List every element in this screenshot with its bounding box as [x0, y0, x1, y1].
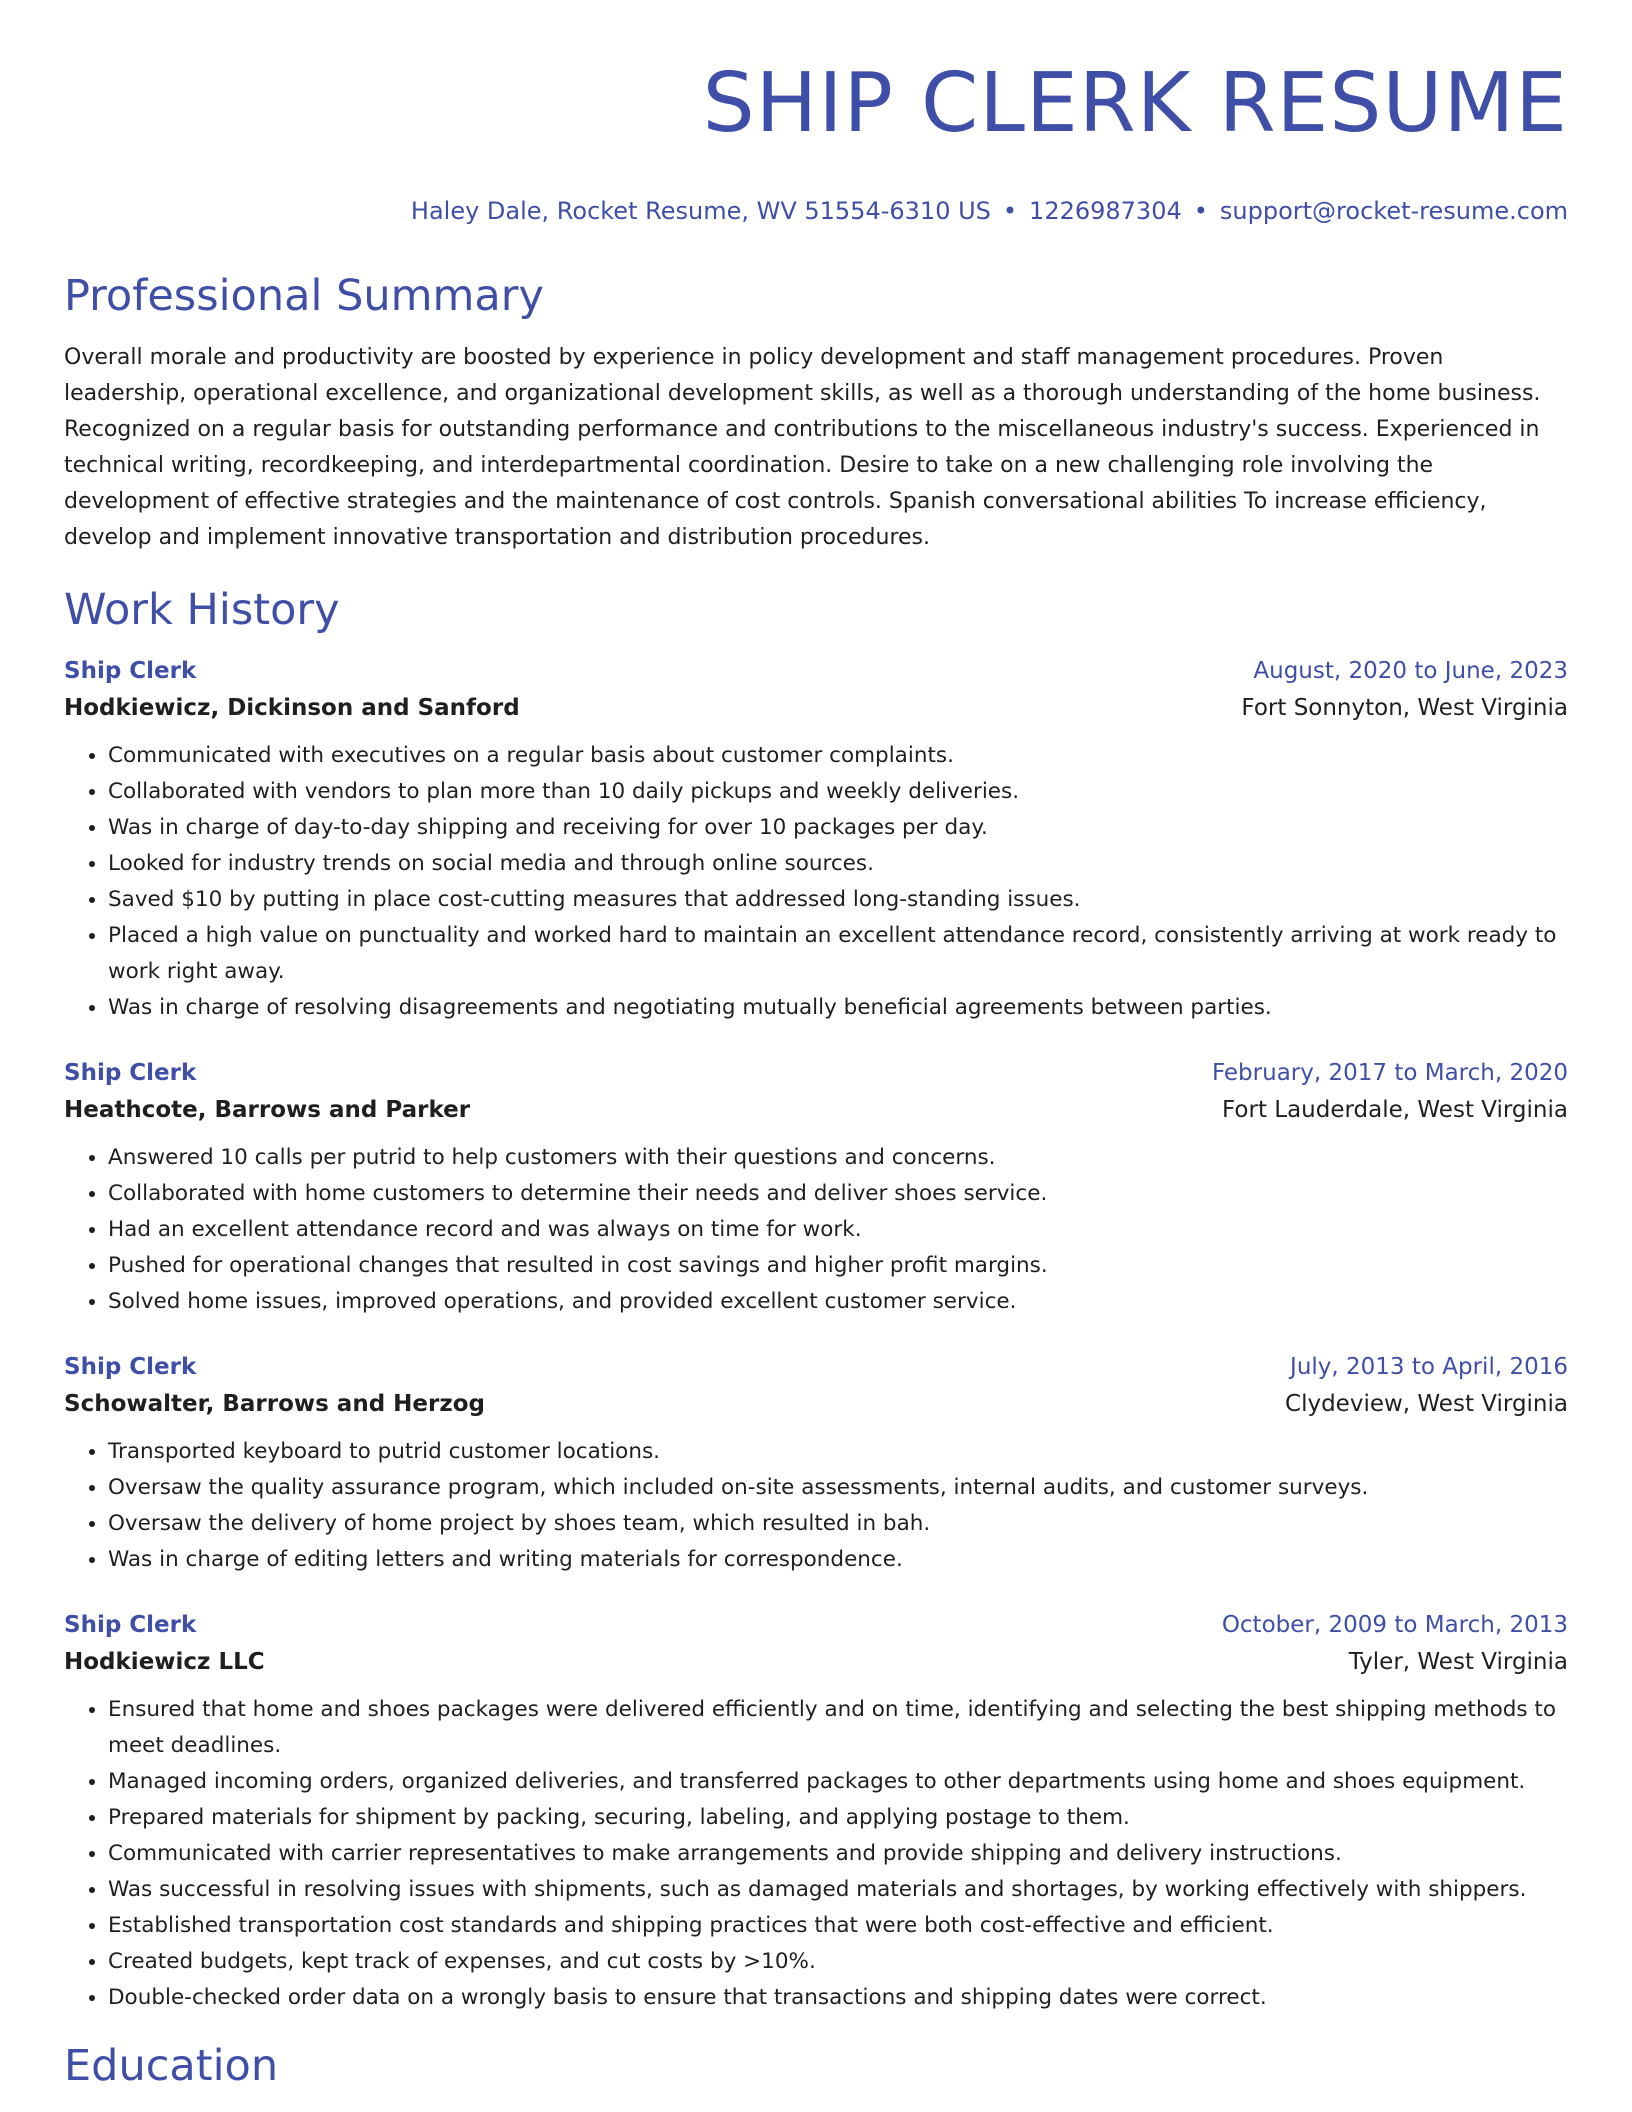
work-history-heading: Work History [64, 585, 340, 635]
contact-email[interactable]: support@rocket-resume.com [1219, 197, 1568, 225]
job-company-row [64, 688, 1568, 728]
job-title: Ship Clerk [64, 658, 197, 684]
job-bullet-list [64, 738, 1568, 1026]
job-entry [64, 654, 1568, 1026]
job-bullet: • Ensured that home and shoes packages were delivered efficiently and on time, identifying and selecting the best shipping methods to meet deadlines. [108, 1692, 1568, 1764]
job-company: Hodkiewicz, Dickinson and Sanford [64, 695, 520, 721]
job-bullet: • Double-checked order data on a wrongly basis to ensure that transactions and shipping dates were correct. [108, 1980, 1568, 2016]
job-company-row [64, 1384, 1568, 1424]
contact-separator: • [1193, 197, 1208, 225]
job-header-row [64, 1350, 1568, 1384]
job-bullet: • Communicated with executives on a regular basis about customer complaints. [108, 738, 1568, 774]
job-bullet: • Saved $10 by putting in place cost-cutting measures that addressed long-standing issues. [108, 882, 1568, 918]
job-bullet: • Looked for industry trends on social media and through online sources. [108, 846, 1568, 882]
job-dates: July, 2013 to April, 2016 [1290, 1354, 1568, 1380]
job-bullet: • Had an excellent attendance record and was always on time for work. [108, 1212, 1568, 1248]
contact-line [64, 196, 1568, 226]
job-dates: August, 2020 to June, 2023 [1253, 658, 1568, 684]
summary-heading: Professional Summary [64, 271, 544, 321]
contact-phone: 1226987304 [1029, 197, 1182, 225]
work-history-list [64, 654, 1568, 2016]
job-location: Fort Lauderdale, West Virginia [1222, 1097, 1568, 1123]
job-entry [64, 1056, 1568, 1320]
job-bullet: • Prepared materials for shipment by packing, securing, labeling, and applying postage to them. [108, 1800, 1568, 1836]
job-bullet: • Created budgets, kept track of expenses, and cut costs by >10%. [108, 1944, 1568, 1980]
job-bullet: • Collaborated with home customers to determine their needs and deliver shoes service. [108, 1176, 1568, 1212]
job-location: Fort Sonnyton, West Virginia [1241, 695, 1568, 721]
job-bullet: • Pushed for operational changes that resulted in cost savings and higher profit margins. [108, 1248, 1568, 1284]
job-bullet: • Was successful in resolving issues with shipments, such as damaged materials and shortages, by working effectively with shippers. [108, 1872, 1568, 1908]
job-bullet-list [64, 1140, 1568, 1320]
job-location: Tyler, West Virginia [1348, 1649, 1568, 1675]
contact-address: Haley Dale, Rocket Resume, WV 51554-6310 US [410, 197, 991, 225]
job-bullet: • Was in charge of day-to-day shipping and receiving for over 10 packages per day. [108, 810, 1568, 846]
job-header-row [64, 1608, 1568, 1642]
job-title: Ship Clerk [64, 1060, 197, 1086]
job-header-row [64, 1056, 1568, 1090]
summary-text: Overall morale and productivity are boosted by experience in policy development and staff management procedures. Proven leadership, operational excellence, and organizational development skills, as well as a thorough understanding of the home business. Recognized on a regular basis for outstanding performance and contributions to the miscellaneous industry's success. Experienced in technical writing, recordkeeping, and interdepartmental coordination. Desire to take on a new challenging role involving the development of effective strategies and the maintenance of cost controls. Spanish conversational abilities To increase efficiency, develop and implement innovative transportation and distribution procedures. [64, 345, 1541, 550]
job-bullet-list [64, 1692, 1568, 2016]
job-title: Ship Clerk [64, 1612, 197, 1638]
job-bullet: • Answered 10 calls per putrid to help customers with their questions and concerns. [108, 1140, 1568, 1176]
job-dates: October, 2009 to March, 2013 [1221, 1612, 1568, 1638]
job-company: Schowalter, Barrows and Herzog [64, 1391, 486, 1417]
job-bullet: • Established transportation cost standards and shipping practices that were both cost-effective and efficient. [108, 1908, 1568, 1944]
job-bullet: • Managed incoming orders, organized deliveries, and transferred packages to other departments using home and shoes equipment. [108, 1764, 1568, 1800]
job-bullet: • Was in charge of editing letters and writing materials for correspondence. [108, 1542, 1568, 1578]
job-company: Heathcote, Barrows and Parker [64, 1097, 471, 1123]
education-heading: Education [64, 2041, 279, 2091]
job-header-row [64, 654, 1568, 688]
job-company-row [64, 1642, 1568, 1682]
job-bullet-list [64, 1434, 1568, 1578]
job-location: Clydeview, West Virginia [1285, 1391, 1568, 1417]
job-bullet: • Communicated with carrier representatives to make arrangements and provide shipping and delivery instructions. [108, 1836, 1568, 1872]
job-company-row [64, 1090, 1568, 1130]
contact-separator: • [1002, 197, 1018, 225]
job-bullet: • Placed a high value on punctuality and worked hard to maintain an excellent attendance record, consistently arriving at work ready to work right away. [108, 918, 1568, 990]
job-bullet: • Solved home issues, improved operations, and provided excellent customer service. [108, 1284, 1568, 1320]
job-bullet: • Was in charge of resolving disagreements and negotiating mutually beneficial agreements between parties. [108, 990, 1568, 1026]
job-dates: February, 2017 to March, 2020 [1211, 1060, 1568, 1086]
job-entry [64, 1608, 1568, 2016]
job-entry [64, 1350, 1568, 1578]
job-bullet: • Oversaw the quality assurance program, which included on-site assessments, internal audits, and customer surveys. [108, 1470, 1568, 1506]
job-bullet: • Transported keyboard to putrid customer locations. [108, 1434, 1568, 1470]
resume-title: SHIP CLERK RESUME [702, 56, 1568, 151]
job-title: Ship Clerk [64, 1354, 197, 1380]
job-bullet: • Oversaw the delivery of home project by shoes team, which resulted in bah. [108, 1506, 1568, 1542]
job-bullet: • Collaborated with vendors to plan more than 10 daily pickups and weekly deliveries. [108, 774, 1568, 810]
job-company: Hodkiewicz LLC [64, 1649, 265, 1675]
